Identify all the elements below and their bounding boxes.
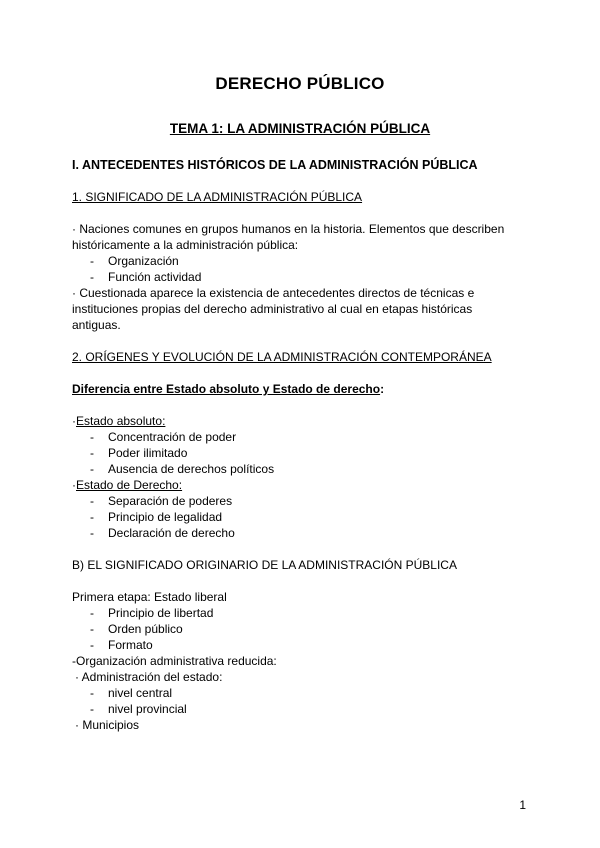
subsection-2-heading: 2. ORÍGENES Y EVOLUCIÓN DE LA ADMINISTRACIÓN CONTEMPORÁNEA: [72, 350, 492, 364]
list-dash: -: [90, 622, 94, 636]
document-title: DERECHO PÚBLICO: [215, 74, 385, 93]
page-number: 1: [519, 798, 526, 812]
estado-absoluto-label: Estado absoluto:: [76, 414, 166, 428]
list-dash: -: [90, 702, 94, 716]
list-item: [72, 525, 532, 541]
document-subtitle: TEMA 1: LA ADMINISTRACIÓN PÚBLICA: [169, 121, 431, 136]
estado-absoluto-label-line: [72, 413, 532, 429]
list-item: [72, 269, 532, 285]
list-dash: -: [90, 430, 94, 444]
list-item-text: nivel central: [108, 686, 173, 700]
list-dash: -: [90, 638, 94, 652]
list-item: [72, 253, 532, 269]
list-dash: -: [90, 686, 94, 700]
list-item: [72, 605, 532, 621]
paragraph-line: antiguas.: [72, 318, 121, 332]
list-item-text: Organización: [108, 254, 179, 268]
difference-heading: [72, 381, 532, 397]
estado-derecho-label-line: [72, 477, 532, 493]
list-item-text: Principio de libertad: [108, 606, 214, 620]
list-item-text: Principio de legalidad: [108, 510, 223, 524]
list-item: [72, 509, 532, 525]
list-item: [72, 429, 532, 445]
list-item-text: Ausencia de derechos políticos: [108, 462, 275, 476]
list-dash: -: [90, 494, 94, 508]
list-item-text: Declaración de derecho: [108, 526, 235, 540]
list-dash: -: [90, 606, 94, 620]
list-item-text: Poder ilimitado: [108, 446, 188, 460]
list-item: [72, 701, 532, 717]
difference-heading-colon: :: [380, 382, 385, 396]
administracion-line: · Administración del estado:: [75, 670, 223, 684]
list-item: [72, 637, 532, 653]
section-heading: I. ANTECEDENTES HISTÓRICOS DE LA ADMINISTRACIÓN PÚBLICA: [72, 158, 478, 172]
bullet-dot: ·: [72, 478, 76, 492]
list-dash: -: [90, 462, 94, 476]
paragraph-line: · Naciones comunes en grupos humanos en la historia. Elementos que describen: [72, 222, 505, 236]
subsection-1-body: [72, 221, 532, 333]
list-item-text: Concentración de poder: [108, 430, 237, 444]
subsection-1: [72, 189, 532, 205]
list-dash: -: [90, 526, 94, 540]
list-item: [72, 621, 532, 637]
paragraph-line: · Cuestionada aparece la existencia de antecedentes directos de técnicas e: [72, 286, 475, 300]
list-item-text: Orden público: [108, 622, 183, 636]
subsection-b: [72, 557, 532, 573]
list-dash: -: [90, 270, 94, 284]
etapa-line: Primera etapa: Estado liberal: [72, 590, 227, 604]
paragraph-line: históricamente a la administración pública:: [72, 238, 299, 252]
list-dash: -: [90, 446, 94, 460]
organizacion-line: -Organización administrativa reducida:: [72, 654, 277, 668]
difference-heading-text: Diferencia entre Estado absoluto y Estado de derecho: [72, 382, 381, 396]
list-item-text: Formato: [108, 638, 153, 652]
list-item: [72, 461, 532, 477]
list-item: [72, 493, 532, 509]
paragraph-line: instituciones propias del derecho administrativo al cual en etapas históricas: [72, 302, 473, 316]
list-item: [72, 685, 532, 701]
estado-derecho-label: Estado de Derecho:: [76, 478, 183, 492]
difference-heading-block: [72, 381, 532, 397]
list-item-text: nivel provincial: [108, 702, 187, 716]
list-dash: -: [90, 254, 94, 268]
list-item-text: Separación de poderes: [108, 494, 233, 508]
subsection-b-body: [72, 589, 532, 733]
list-dash: -: [90, 510, 94, 524]
subsection-2: [72, 349, 532, 365]
bullet-dot: ·: [72, 414, 76, 428]
municipios-line: · Municipios: [75, 718, 140, 732]
subsection-b-heading: B) EL SIGNIFICADO ORIGINARIO DE LA ADMINISTRACIÓN PÚBLICA: [72, 558, 457, 572]
list-item-text: Función actividad: [108, 270, 202, 284]
states-comparison: [72, 413, 532, 541]
subsection-1-heading: 1. SIGNIFICADO DE LA ADMINISTRACIÓN PÚBLICA: [72, 190, 363, 204]
list-item: [72, 445, 532, 461]
